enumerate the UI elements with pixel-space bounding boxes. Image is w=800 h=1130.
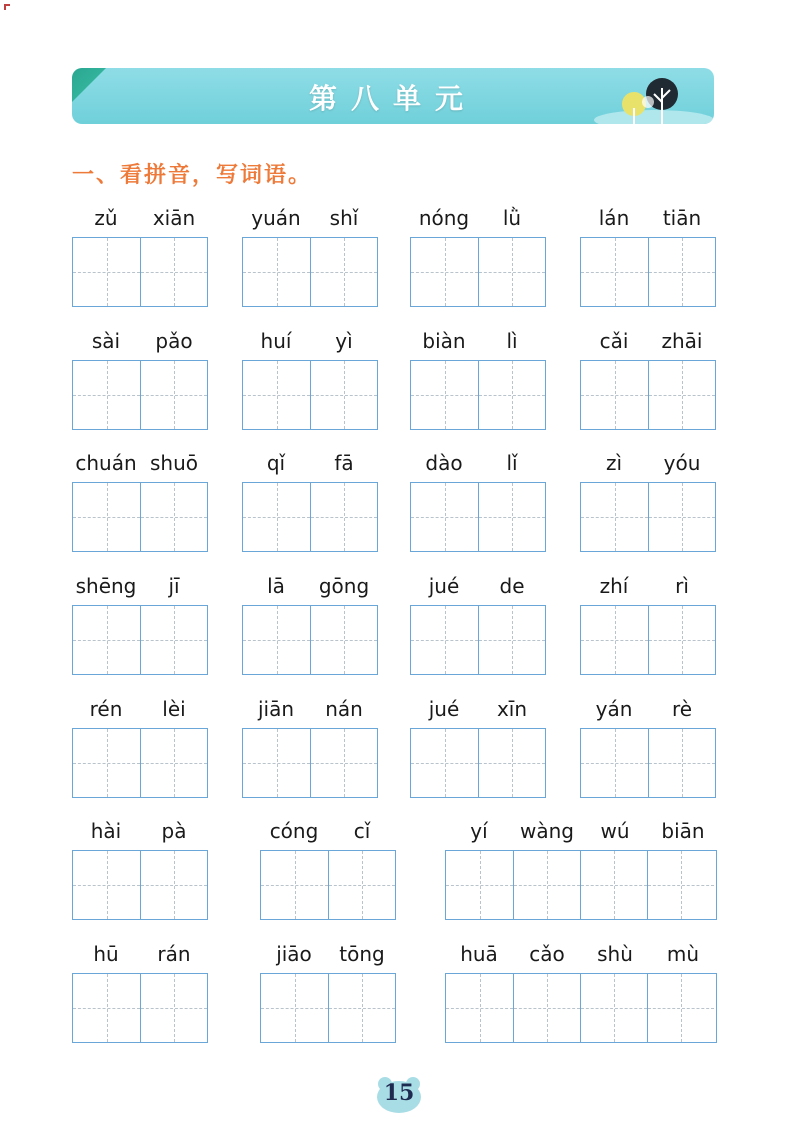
writing-cell[interactable] <box>310 606 377 674</box>
word-item <box>410 448 546 552</box>
word-item <box>410 571 546 675</box>
pinyin-syllable: rì <box>675 574 689 598</box>
pinyin-syllable: shuō <box>149 451 198 475</box>
writing-grid <box>445 973 717 1043</box>
word-item <box>445 816 717 920</box>
writing-cell[interactable] <box>446 974 513 1042</box>
writing-cell[interactable] <box>581 361 648 429</box>
word-item <box>72 571 208 675</box>
pinyin-syllable: jiān <box>257 697 295 721</box>
pinyin-syllable: huā <box>460 942 498 966</box>
pinyin-row <box>242 571 378 601</box>
pinyin-syllable: pà <box>161 819 187 843</box>
writing-cell[interactable] <box>310 361 377 429</box>
pinyin-syllable: jué <box>428 697 460 721</box>
pinyin-syllable: huí <box>260 329 292 353</box>
pinyin-row <box>580 571 716 601</box>
word-item <box>72 326 208 430</box>
pinyin-syllable: hū <box>93 942 119 966</box>
pinyin-syllable: sài <box>91 329 121 353</box>
pinyin-row <box>72 816 208 846</box>
pinyin-syllable: tōng <box>339 942 385 966</box>
writing-cell[interactable] <box>648 729 715 797</box>
writing-grid <box>580 482 716 552</box>
pinyin-row <box>72 203 208 233</box>
pinyin-syllable: xiān <box>152 206 196 230</box>
writing-grid <box>242 360 378 430</box>
writing-grid <box>410 482 546 552</box>
writing-grid <box>260 973 396 1043</box>
word-item <box>580 203 716 307</box>
word-item <box>260 816 396 920</box>
writing-grid <box>242 605 378 675</box>
pinyin-syllable: jī <box>168 574 180 598</box>
pinyin-row <box>410 571 546 601</box>
word-item <box>445 939 717 1043</box>
writing-cell[interactable] <box>580 851 647 919</box>
pinyin-row <box>72 448 208 478</box>
unit-banner <box>72 68 714 124</box>
pinyin-syllable: de <box>499 574 525 598</box>
writing-cell[interactable] <box>243 606 310 674</box>
pinyin-syllable: shēng <box>75 574 137 598</box>
pinyin-syllable: wàng <box>520 819 574 843</box>
writing-cell[interactable] <box>140 238 207 306</box>
pinyin-row <box>580 203 716 233</box>
word-item <box>242 694 378 798</box>
writing-cell[interactable] <box>648 483 715 551</box>
pinyin-row <box>242 203 378 233</box>
pinyin-syllable: lā <box>267 574 285 598</box>
writing-grid <box>72 728 208 798</box>
writing-cell[interactable] <box>446 851 513 919</box>
pinyin-syllable: mù <box>666 942 700 966</box>
pinyin-syllable: pǎo <box>155 329 193 353</box>
writing-cell[interactable] <box>140 729 207 797</box>
writing-cell[interactable] <box>581 238 648 306</box>
pinyin-syllable: yì <box>335 329 353 353</box>
pinyin-row <box>410 448 546 478</box>
writing-cell[interactable] <box>261 851 328 919</box>
writing-grid <box>260 850 396 920</box>
pinyin-syllable: yán <box>595 697 633 721</box>
writing-grid <box>580 237 716 307</box>
writing-grid <box>242 728 378 798</box>
writing-cell[interactable] <box>478 606 545 674</box>
writing-cell[interactable] <box>73 606 140 674</box>
writing-cell[interactable] <box>411 729 478 797</box>
pinyin-row <box>260 939 396 969</box>
writing-grid <box>72 237 208 307</box>
writing-grid <box>445 850 717 920</box>
pinyin-syllable: jué <box>428 574 460 598</box>
writing-grid <box>72 973 208 1043</box>
pinyin-syllable: zǔ <box>94 206 118 230</box>
pinyin-row <box>410 694 546 724</box>
pinyin-row <box>580 326 716 356</box>
word-item <box>72 694 208 798</box>
writing-cell[interactable] <box>140 483 207 551</box>
pinyin-syllable: lǜ <box>502 206 522 230</box>
pinyin-syllable: yí <box>470 819 488 843</box>
pinyin-row <box>72 939 208 969</box>
writing-cell[interactable] <box>243 238 310 306</box>
pinyin-row <box>410 203 546 233</box>
pinyin-syllable: cǎi <box>599 329 629 353</box>
pinyin-syllable: wú <box>600 819 630 843</box>
pinyin-syllable: zhí <box>599 574 629 598</box>
pinyin-syllable: rén <box>89 697 123 721</box>
pinyin-row <box>445 816 717 846</box>
writing-cell[interactable] <box>411 238 478 306</box>
pinyin-syllable: cǎo <box>529 942 565 966</box>
pinyin-syllable: shǐ <box>329 206 359 230</box>
writing-grid <box>580 360 716 430</box>
word-item <box>242 448 378 552</box>
pinyin-syllable: zhāi <box>661 329 703 353</box>
pinyin-syllable: cǐ <box>353 819 371 843</box>
pinyin-row <box>260 816 396 846</box>
writing-grid <box>72 482 208 552</box>
writing-cell[interactable] <box>310 238 377 306</box>
pinyin-row <box>72 571 208 601</box>
writing-grid <box>580 728 716 798</box>
writing-grid <box>580 605 716 675</box>
page-number-badge <box>375 1074 423 1114</box>
writing-cell[interactable] <box>581 606 648 674</box>
pinyin-syllable: yuán <box>251 206 301 230</box>
writing-cell[interactable] <box>411 483 478 551</box>
writing-cell[interactable] <box>243 483 310 551</box>
pinyin-syllable: biàn <box>422 329 466 353</box>
word-item <box>580 571 716 675</box>
section-heading: 一、看拼音，写词语。 <box>72 163 313 188</box>
pinyin-syllable: jiāo <box>276 942 312 966</box>
pinyin-syllable: tiān <box>662 206 702 230</box>
writing-cell[interactable] <box>478 483 545 551</box>
pinyin-row <box>72 326 208 356</box>
writing-cell[interactable] <box>73 361 140 429</box>
pinyin-row <box>72 694 208 724</box>
word-item <box>72 448 208 552</box>
pinyin-syllable: yóu <box>663 451 701 475</box>
pinyin-row <box>445 939 717 969</box>
writing-cell[interactable] <box>310 483 377 551</box>
word-item <box>410 694 546 798</box>
writing-cell[interactable] <box>513 851 580 919</box>
writing-cell[interactable] <box>648 606 715 674</box>
word-item <box>242 326 378 430</box>
writing-cell[interactable] <box>328 851 395 919</box>
writing-cell[interactable] <box>140 851 207 919</box>
writing-cell[interactable] <box>648 238 715 306</box>
writing-cell[interactable] <box>478 361 545 429</box>
writing-grid <box>410 237 546 307</box>
pinyin-row <box>242 326 378 356</box>
pinyin-syllable: shù <box>597 942 633 966</box>
pinyin-syllable: zì <box>605 451 623 475</box>
writing-cell[interactable] <box>411 606 478 674</box>
pinyin-syllable: nóng <box>418 206 470 230</box>
word-item <box>72 816 208 920</box>
word-item <box>410 326 546 430</box>
corner-crop-mark <box>4 4 10 10</box>
pinyin-syllable: cóng <box>269 819 319 843</box>
word-item <box>242 571 378 675</box>
writing-cell[interactable] <box>73 729 140 797</box>
writing-cell[interactable] <box>513 974 580 1042</box>
page-number: 15 <box>383 1080 415 1106</box>
writing-grid <box>72 360 208 430</box>
pinyin-syllable: hài <box>90 819 122 843</box>
writing-cell[interactable] <box>647 851 714 919</box>
pinyin-row <box>242 694 378 724</box>
pinyin-syllable: chuán <box>75 451 137 475</box>
writing-cell[interactable] <box>73 974 140 1042</box>
word-item <box>260 939 396 1043</box>
pinyin-row <box>242 448 378 478</box>
tree-illustration <box>584 68 714 124</box>
pinyin-syllable: rè <box>671 697 693 721</box>
writing-grid <box>410 360 546 430</box>
pinyin-syllable: dào <box>425 451 463 475</box>
unit-title: 第八单元 <box>308 82 477 115</box>
writing-cell[interactable] <box>411 361 478 429</box>
writing-cell[interactable] <box>261 974 328 1042</box>
writing-cell[interactable] <box>140 974 207 1042</box>
pinyin-syllable: nán <box>325 697 363 721</box>
pinyin-syllable: lèi <box>162 697 186 721</box>
writing-grid <box>242 237 378 307</box>
writing-grid <box>410 728 546 798</box>
pinyin-syllable: xīn <box>496 697 528 721</box>
pinyin-syllable: lǐ <box>506 451 518 475</box>
word-item <box>580 694 716 798</box>
pinyin-syllable: gōng <box>318 574 370 598</box>
pinyin-row <box>580 448 716 478</box>
pinyin-row <box>580 694 716 724</box>
writing-cell[interactable] <box>647 974 714 1042</box>
word-item <box>580 326 716 430</box>
pinyin-row <box>410 326 546 356</box>
writing-cell[interactable] <box>73 851 140 919</box>
word-item <box>580 448 716 552</box>
word-item <box>72 939 208 1043</box>
writing-cell[interactable] <box>73 483 140 551</box>
writing-cell[interactable] <box>140 361 207 429</box>
word-item <box>242 203 378 307</box>
writing-cell[interactable] <box>140 606 207 674</box>
writing-cell[interactable] <box>243 361 310 429</box>
writing-cell[interactable] <box>243 729 310 797</box>
writing-cell[interactable] <box>478 238 545 306</box>
pinyin-syllable: fā <box>334 451 354 475</box>
pinyin-syllable: rán <box>157 942 191 966</box>
pinyin-syllable: biān <box>661 819 705 843</box>
writing-grid <box>242 482 378 552</box>
word-item <box>72 203 208 307</box>
pinyin-syllable: lán <box>598 206 630 230</box>
writing-grid <box>410 605 546 675</box>
pinyin-syllable: lì <box>506 329 518 353</box>
writing-cell[interactable] <box>310 729 377 797</box>
writing-cell[interactable] <box>73 238 140 306</box>
writing-grid <box>72 850 208 920</box>
writing-cell[interactable] <box>581 729 648 797</box>
writing-cell[interactable] <box>478 729 545 797</box>
writing-cell[interactable] <box>328 974 395 1042</box>
word-item <box>410 203 546 307</box>
writing-cell[interactable] <box>580 974 647 1042</box>
writing-cell[interactable] <box>581 483 648 551</box>
writing-cell[interactable] <box>648 361 715 429</box>
pinyin-syllable: qǐ <box>266 451 286 475</box>
writing-grid <box>72 605 208 675</box>
